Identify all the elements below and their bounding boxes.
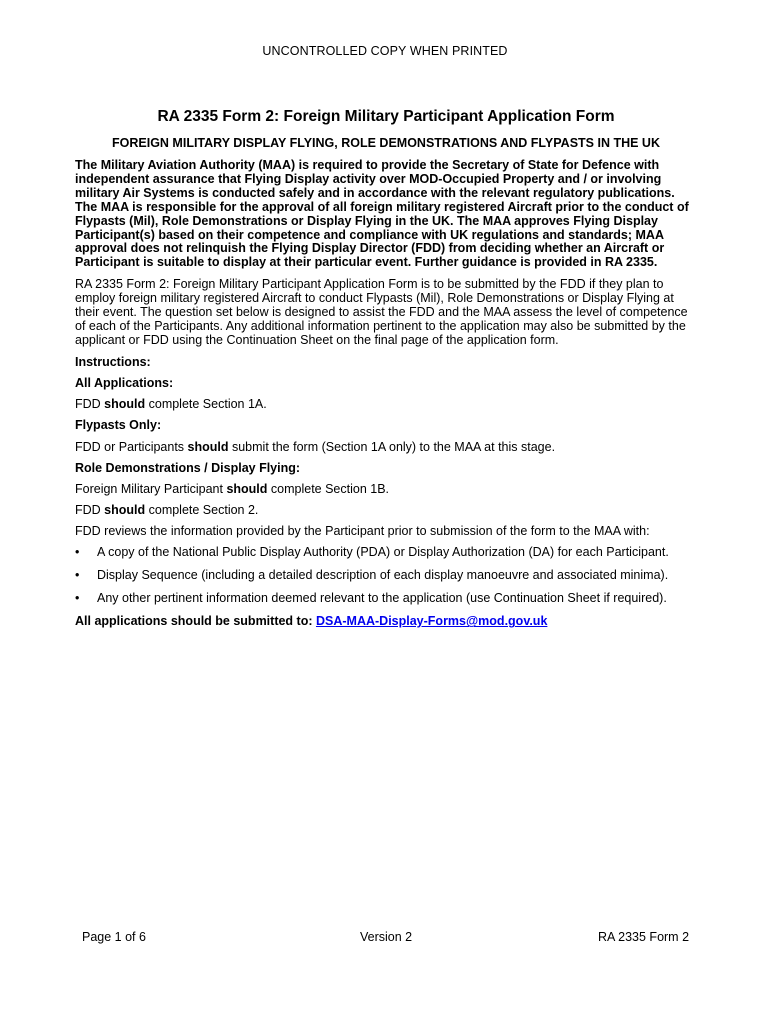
list-item [75, 591, 697, 605]
instructions-heading: Instructions: [75, 354, 151, 369]
bullet-icon: • [75, 591, 80, 606]
emphasis-should: should [104, 503, 146, 518]
list-item [75, 545, 697, 559]
text-fragment: complete Section 2. [145, 503, 259, 518]
list-item [75, 568, 697, 582]
review-text: FDD reviews the information provided by the Participant prior to submission of the form to the MAA with: [75, 524, 650, 539]
text-fragment: submit the form (Section 1A only) to the MAA at this stage. [228, 439, 556, 454]
text-fragment: FDD [75, 503, 105, 518]
flypasts-heading: Flypasts Only: [75, 418, 162, 433]
list-item-text: Any other pertinent information deemed relevant to the application (use Continuation Sheet if required). [97, 591, 667, 606]
page-content [75, 108, 697, 636]
submission-line [75, 614, 697, 628]
footer-page-number: Page 1 of 6 [82, 930, 146, 944]
role-demonstrations-heading: Role Demonstrations / Display Flying: [75, 460, 301, 475]
flypasts-text [75, 440, 697, 454]
list-item-text: Display Sequence (including a detailed description of each display manoeuvre and associated minima). [97, 568, 669, 583]
uncontrolled-copy-banner: UNCONTROLLED COPY WHEN PRINTED [262, 44, 508, 58]
submission-label: All applications should be submitted to: [75, 614, 316, 629]
role-line-participant [75, 482, 697, 496]
list-item-text: A copy of the National Public Display Authority (PDA) or Display Authorization (DA) for each Participant. [97, 545, 669, 560]
text-fragment: complete Section 1A. [145, 397, 267, 412]
bullet-icon: • [75, 545, 80, 560]
text-fragment: FDD or Participants [75, 439, 188, 454]
emphasis-should: should [187, 439, 229, 454]
intro-paragraph: RA 2335 Form 2: Foreign Military Participant Application Form is to be submitted by the FDD if they plan to employ foreign military registered Aircraft to conduct Flypasts (Mil), Role Demonstrations or Display Flying at their event. The question set below is designed to assist the FDD and the MAA assess the level of competence of each of the Participants. Any additional information pertinent to the application may also be submitted by the applicant or FDD using the Continuation Sheet on the final page of the application form. [75, 277, 688, 347]
intro-bold-paragraph: The Military Aviation Authority (MAA) is required to provide the Secretary of State for Defence with independent assurance that Flying Display activity over MOD-Occupied Property and / or involving military Air Systems is conducted safely and in accordance with the relevant regulatory publications. The MAA is responsible for the approval of all foreign military registered Aircraft prior to the conduct of Flypasts (Mil), Role Demonstrations or Display Flying in the UK. The MAA approves Flying Display Participant(s) based on their competence and compliance with UK regulations and standards; MAA approval does not relinquish the Flying Display Director (FDD) from deciding whether an Aircraft or Participant is suitable to display at their particular event. Further guidance is provided in RA 2335. [75, 158, 689, 270]
page-title: RA 2335 Form 2: Foreign Military Participant Application Form [157, 108, 615, 125]
page-subtitle: FOREIGN MILITARY DISPLAY FLYING, ROLE DEMONSTRATIONS AND FLYPASTS IN THE UK [112, 136, 660, 150]
text-fragment: Foreign Military Participant [75, 481, 227, 496]
all-applications-heading: All Applications: [75, 375, 174, 390]
footer-form-name: RA 2335 Form 2 [598, 930, 690, 944]
requirements-list [75, 545, 697, 605]
text-fragment: FDD [75, 397, 105, 412]
bullet-icon: • [75, 568, 80, 583]
role-line-fdd [75, 503, 697, 517]
emphasis-should: should [104, 397, 146, 412]
emphasis-should: should [226, 481, 268, 496]
all-applications-text [75, 397, 697, 411]
footer-version: Version 2 [360, 930, 413, 944]
submission-email-link[interactable]: DSA-MAA-Display-Forms@mod.gov.uk [315, 614, 548, 629]
text-fragment: complete Section 1B. [267, 481, 390, 496]
